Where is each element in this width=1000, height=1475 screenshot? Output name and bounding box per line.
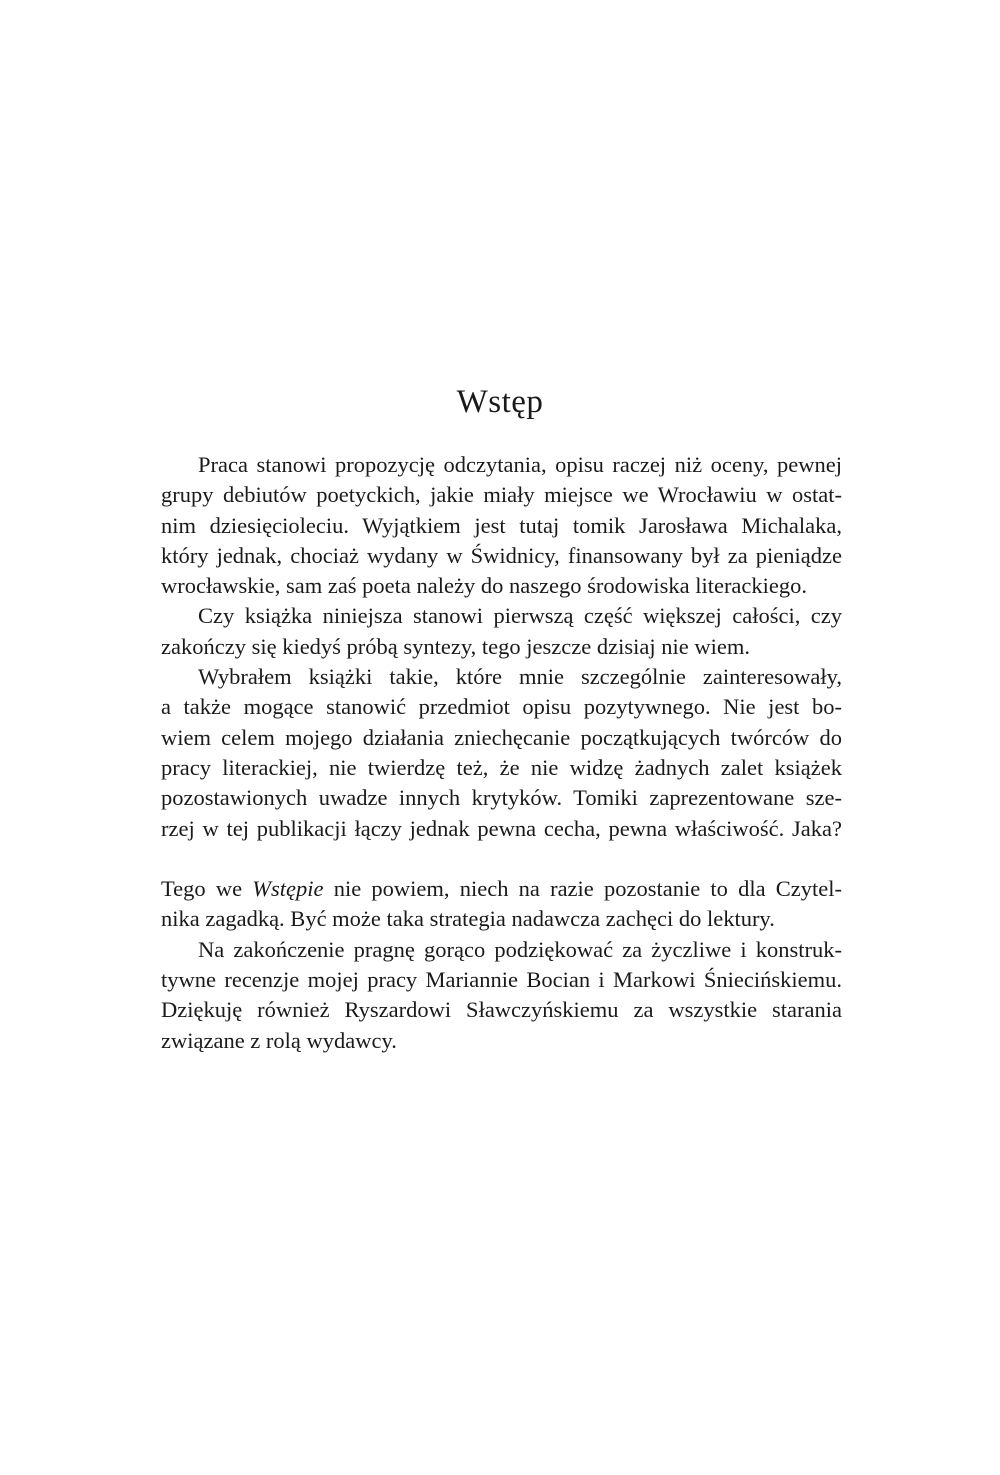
text-line: grupy debiutów poetyckich, jakie miały miejsce we Wrocławiu w ostat-: [161, 482, 842, 508]
text-line: Na zakończenie pragnę gorąco podziękować za życzliwe i konstruk-: [198, 936, 842, 962]
text-fragment: nie powiem, niech na razie pozostanie to dla Czytel-: [323, 876, 842, 902]
text-line: nika zagadką. Być może taka strategia nadawcza zachęci do lektury.: [161, 906, 775, 932]
text-line: związane z rolą wydawcy.: [161, 1027, 397, 1053]
text-line: rzej w tej publikacji łączy jednak pewna cecha, pewna właściwość. Jaka?: [161, 815, 842, 841]
text-line: nim dziesięcioleciu. Wyjątkiem jest tutaj tomik Jarosława Michalaka,: [161, 512, 842, 538]
text-line: pozostawionych uwadze innych krytyków. Tomiki zaprezentowane sze-: [161, 785, 842, 811]
text-line: pracy literackiej, nie twierdzę też, że nie widzę żadnych zalet książek: [161, 754, 842, 780]
paragraph-3: [161, 662, 842, 935]
text-line: Czy książka niniejsza stanowi pierwszą część większej całości, czy: [198, 603, 842, 629]
text-line: Wybrałem książki takie, które mnie szczególnie zainteresowały,: [198, 664, 842, 690]
text-line: a także mogące stanowić przedmiot opisu pozytywnego. Nie jest bo-: [161, 694, 842, 720]
text-line: wrocławskie, sam zaś poeta należy do naszego środowiska literackiego.: [161, 573, 808, 599]
italic-title: Wstępie: [252, 876, 324, 902]
body-text: [161, 450, 842, 1056]
text-line: który jednak, chociaż wydany w Świdnicy, finansowany był za pieniądze: [161, 542, 842, 568]
paragraph-2: [161, 601, 842, 662]
text-line: wiem celem mojego działania zniechęcanie początkujących twórców do: [161, 724, 842, 750]
text-line: Praca stanowi propozycję odczytania, opisu raczej niż oceny, pewnej: [198, 452, 842, 477]
text-line: zakończy się kiedyś próbą syntezy, tego jeszcze dzisiaj nie wiem.: [161, 633, 750, 659]
paragraph-1: [161, 450, 842, 601]
text-line: tywne recenzje mojej pracy Mariannie Bocian i Markowi Śniecińskiemu.: [161, 967, 842, 993]
text-line-with-italic: [161, 874, 842, 904]
text-fragment: Tego we: [161, 876, 253, 902]
text-line: Dziękuję również Ryszardowi Sławczyńskiemu za wszystkie starania: [161, 997, 842, 1023]
chapter-title: Wstęp: [456, 384, 544, 420]
text-line: [161, 844, 842, 874]
paragraph-4: [161, 935, 842, 1056]
